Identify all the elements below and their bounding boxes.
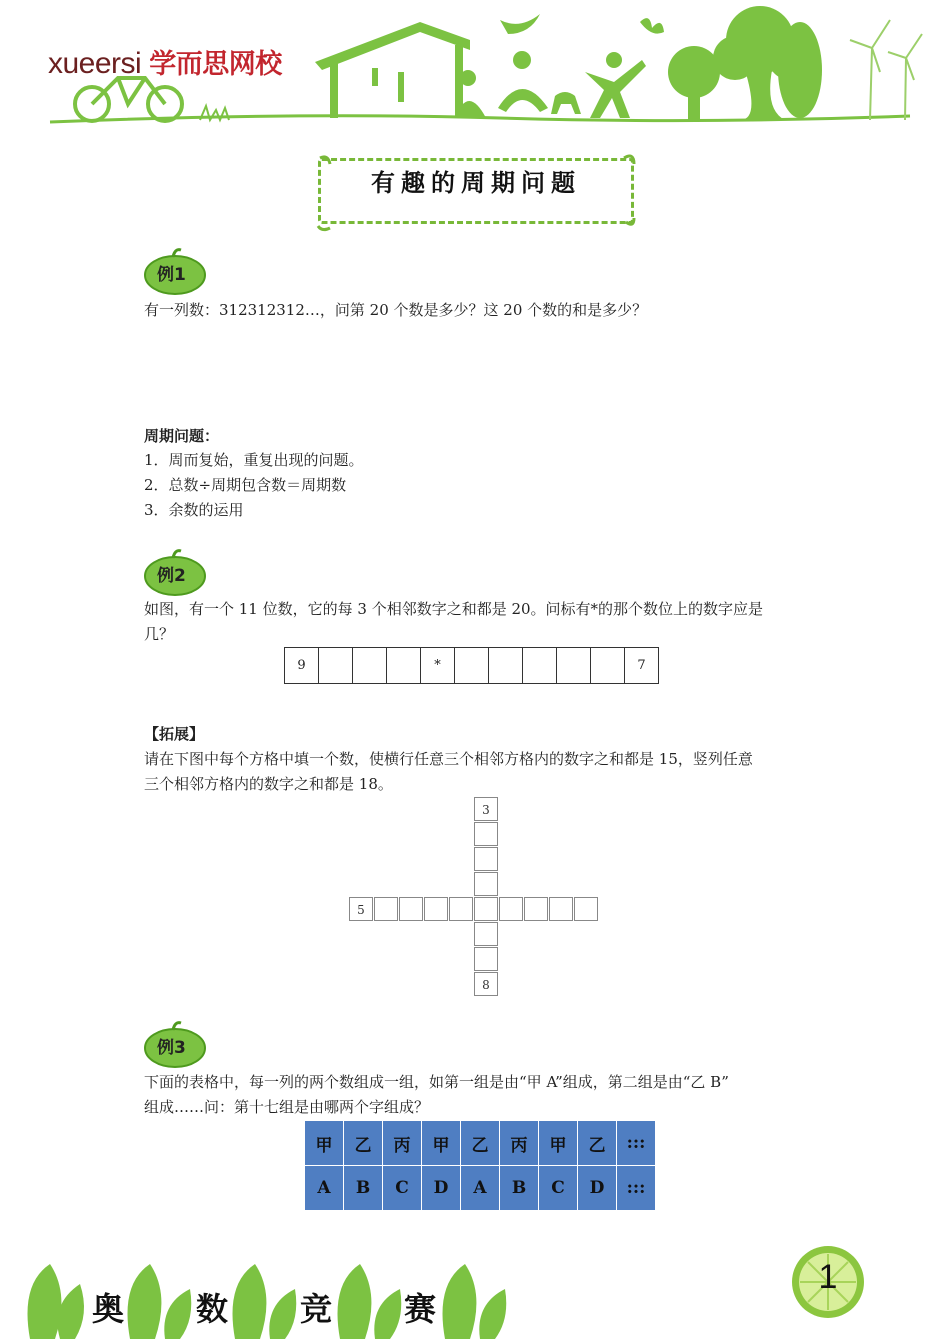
grid-cell[interactable] <box>574 897 598 921</box>
table-cell: 丙 <box>383 1121 422 1166</box>
example-3-label: 例3 <box>157 1038 186 1058</box>
example-3-badge <box>143 1021 207 1069</box>
example-2-badge <box>143 549 207 597</box>
example-3-text-line1: 下面的表格中，每一列的两个数组成一组，如第一组是由“甲 A”组成，第二组是由“乙 B” <box>144 1073 729 1091</box>
digit-cell[interactable]: 9 <box>285 648 319 684</box>
table-row <box>305 1121 656 1166</box>
footer-char-3: 竞 <box>300 1290 333 1328</box>
grid-cell[interactable] <box>549 897 573 921</box>
table-cell: 甲 <box>422 1121 461 1166</box>
bird-icon <box>500 14 540 34</box>
example-2-text-line2: 几？ <box>144 625 175 643</box>
brand-cjk: 学而思网校 <box>149 49 282 79</box>
brand-logo <box>48 42 282 81</box>
example-1-badge <box>143 248 207 296</box>
digit-cell[interactable] <box>353 648 387 684</box>
footer-char-2: 数 <box>196 1290 229 1328</box>
example-2-text-line1: 如图，有一个 11 位数，它的每 3 个相邻数字之和都是 20。问标有*的那个数位上的数字应是 <box>144 600 764 618</box>
grid-cell-top[interactable]: 3 <box>474 797 498 821</box>
brand-latin: xueersi <box>48 47 142 80</box>
grid-cell[interactable] <box>499 897 523 921</box>
digit-cell[interactable] <box>455 648 489 684</box>
concept-heading: 周期问题： <box>144 427 220 445</box>
table-cell: 丙 <box>500 1121 539 1166</box>
table-cell: 甲 <box>305 1121 344 1166</box>
grid-cell[interactable] <box>524 897 548 921</box>
footer-leaf-art <box>0 1244 560 1344</box>
extension-heading: 【拓展】 <box>144 725 205 743</box>
table-cell: B <box>500 1166 539 1211</box>
table-cell: C <box>539 1166 578 1211</box>
table-cell: D <box>422 1166 461 1211</box>
footer-char-1: 奥 <box>92 1290 125 1328</box>
digit-cell[interactable] <box>387 648 421 684</box>
table-cell: D <box>578 1166 617 1211</box>
example-1-text: 有一列数：312312312…，问第 20 个数是多少？这 20 个数的和是多少？ <box>144 301 648 319</box>
grid-cell[interactable] <box>424 897 448 921</box>
digit-cell[interactable]: * <box>421 648 455 684</box>
table-cell: 乙 <box>344 1121 383 1166</box>
table-cell: A <box>305 1166 344 1211</box>
table-cell: 乙 <box>461 1121 500 1166</box>
example-2-label: 例2 <box>157 566 186 586</box>
digit-cell[interactable] <box>591 648 625 684</box>
concept-item-1: 1．周而复始，重复出现的问题。 <box>144 451 364 469</box>
concept-item-3: 3．余数的运用 <box>144 501 244 519</box>
grid-cell[interactable] <box>449 897 473 921</box>
grid-cell[interactable] <box>474 872 498 896</box>
table-row <box>305 1166 656 1211</box>
example-3-text-line2: 组成……问：第十七组是由哪两个字组成？ <box>144 1098 430 1116</box>
example-1-label: 例1 <box>157 265 186 285</box>
page-number: 1 <box>818 1258 838 1296</box>
concept-item-2: 2．总数÷周期包含数＝周期数 <box>144 476 347 494</box>
extension-text-line2: 三个相邻方格内的数字之和都是 18。 <box>144 775 393 793</box>
footer-char-4: 赛 <box>404 1290 437 1328</box>
digit-cell[interactable] <box>489 648 523 684</box>
digit-cell[interactable] <box>319 648 353 684</box>
grid-cell-left[interactable]: 5 <box>349 897 373 921</box>
table-cell: C <box>383 1166 422 1211</box>
eleven-digit-row <box>284 647 659 684</box>
digit-cell[interactable] <box>557 648 591 684</box>
grid-cell[interactable] <box>399 897 423 921</box>
page-title: 有趣的周期问题 <box>371 168 581 197</box>
grid-cell[interactable] <box>474 822 498 846</box>
table-cell: 乙 <box>578 1121 617 1166</box>
extension-text-line1: 请在下图中每个方格中填一个数，使横行任意三个相邻方格内的数字之和都是 15，竖列任意 <box>144 750 753 768</box>
grid-cell[interactable] <box>474 922 498 946</box>
grid-cell-center[interactable] <box>474 897 498 921</box>
grid-cell[interactable] <box>374 897 398 921</box>
grid-cell[interactable] <box>474 947 498 971</box>
table-cell: A <box>461 1166 500 1211</box>
table-cell-ellipsis: ::: <box>617 1121 656 1166</box>
grid-cell-bottom[interactable]: 8 <box>474 972 498 996</box>
table-cell: 甲 <box>539 1121 578 1166</box>
digit-cell[interactable]: 7 <box>625 648 659 684</box>
bicycle-icon <box>75 78 182 121</box>
house-icon <box>315 22 470 118</box>
table-cell: B <box>344 1166 383 1211</box>
table-cell-ellipsis: ::: <box>617 1166 656 1211</box>
character-table <box>304 1120 656 1211</box>
digit-cell[interactable] <box>523 648 557 684</box>
grid-cell[interactable] <box>474 847 498 871</box>
